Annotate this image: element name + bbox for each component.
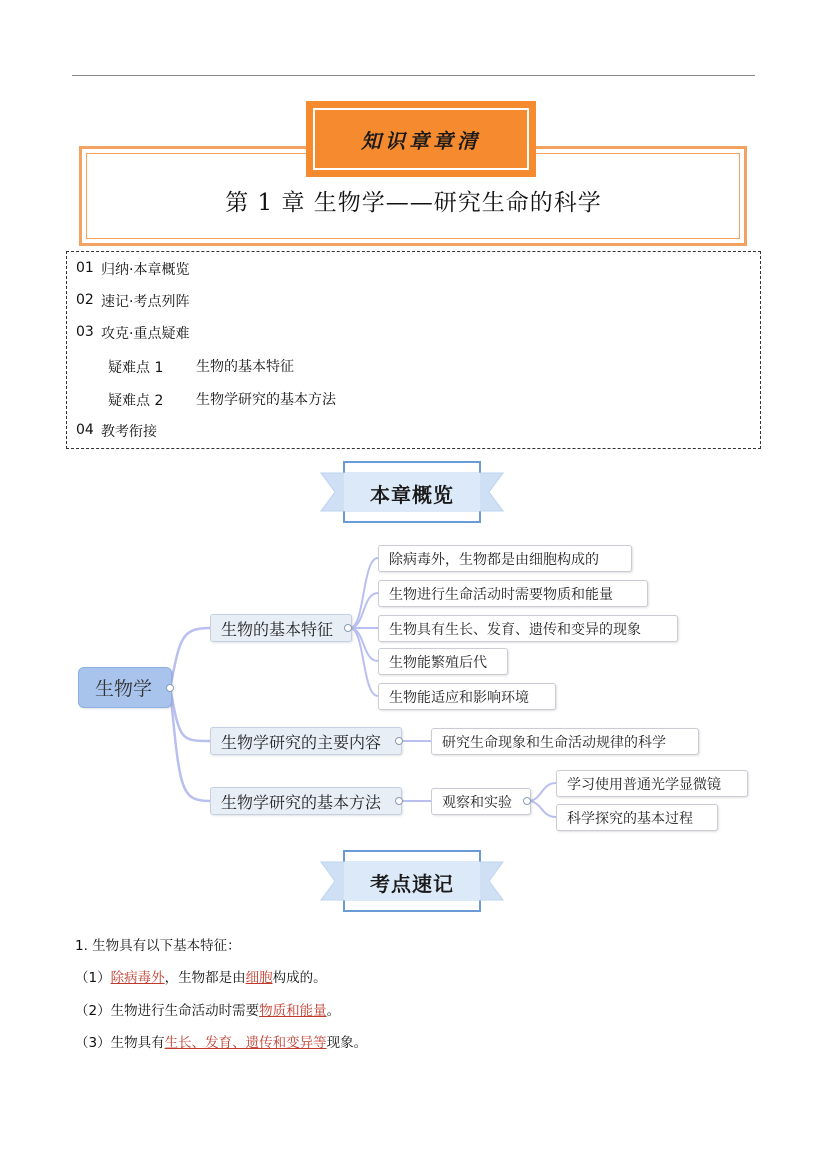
toc-item-02-num: 02 — [76, 292, 94, 308]
toc-item-04-num: 04 — [76, 422, 94, 438]
toc-subitem-2[interactable]: 生物学研究的基本方法 — [196, 392, 336, 408]
toc-item-03[interactable]: 攻克·重点疑难 — [101, 326, 190, 342]
toc-item-01[interactable]: 归纳·本章概览 — [101, 262, 190, 278]
section-title-keypoints: 考点速记 — [370, 872, 454, 896]
toc-item-01-num: 01 — [76, 260, 94, 276]
mindmap-leaf: 科学探究的基本过程 — [556, 804, 718, 831]
collapse-toggle-icon[interactable] — [344, 624, 352, 632]
collapse-toggle-icon[interactable] — [395, 737, 403, 745]
toc-item-03-num: 03 — [76, 324, 94, 340]
note-line-2: （2）生物进行生命活动时需要物质和能量。 — [75, 1003, 341, 1019]
mindmap-leaf: 生物能适应和影响环境 — [378, 683, 556, 710]
toc-subitem-1[interactable]: 生物的基本特征 — [196, 359, 294, 375]
notes-heading: 1. 生物具有以下基本特征： — [75, 938, 241, 954]
section-banner-keypoints — [317, 850, 507, 912]
toc-item-02[interactable]: 速记·考点列阵 — [101, 294, 190, 310]
header-tab-label: 知识章章清 — [361, 128, 481, 153]
answer-blank: 生长、发育、遗传和变异等 — [164, 1035, 327, 1051]
answer-blank: 细胞 — [245, 970, 273, 986]
mindmap-leaf: 除病毒外，生物都是由细胞构成的 — [378, 545, 632, 572]
mindmap-leaf: 学习使用普通光学显微镜 — [556, 770, 748, 797]
mindmap-node-observe: 观察和实验 — [431, 788, 531, 815]
mindmap-branch-features: 生物的基本特征 — [210, 614, 352, 642]
toc-subitem-2-num: 疑难点 2 — [108, 393, 164, 409]
mindmap-leaf: 生物能繁殖后代 — [378, 648, 508, 675]
collapse-toggle-icon[interactable] — [395, 797, 403, 805]
answer-blank: 物质和能量 — [259, 1003, 327, 1019]
mindmap-root: 生物学 — [78, 667, 172, 708]
answer-blank: 除病毒外 — [110, 970, 165, 986]
mindmap-branch-content: 生物学研究的主要内容 — [210, 727, 402, 755]
collapse-toggle-icon[interactable] — [166, 684, 174, 692]
chapter-title: 第 1 章 生物学——研究生命的科学 — [225, 190, 602, 216]
note-line-3: （3）生物具有生长、发育、遗传和变异等现象。 — [75, 1035, 368, 1051]
section-title-overview: 本章概览 — [370, 483, 454, 507]
collapse-toggle-icon[interactable] — [523, 797, 531, 805]
mindmap-leaf: 研究生命现象和生命活动规律的科学 — [431, 728, 699, 755]
note-line-1: （1）除病毒外，生物都是由细胞构成的。 — [75, 970, 327, 986]
mindmap-branch-methods: 生物学研究的基本方法 — [210, 787, 402, 815]
mindmap-leaf: 生物进行生命活动时需要物质和能量 — [378, 580, 648, 607]
mindmap-leaf: 生物具有生长、发育、遗传和变异的现象 — [378, 615, 678, 642]
toc-item-04[interactable]: 教考衔接 — [101, 424, 157, 440]
toc-subitem-1-num: 疑难点 1 — [108, 360, 164, 376]
